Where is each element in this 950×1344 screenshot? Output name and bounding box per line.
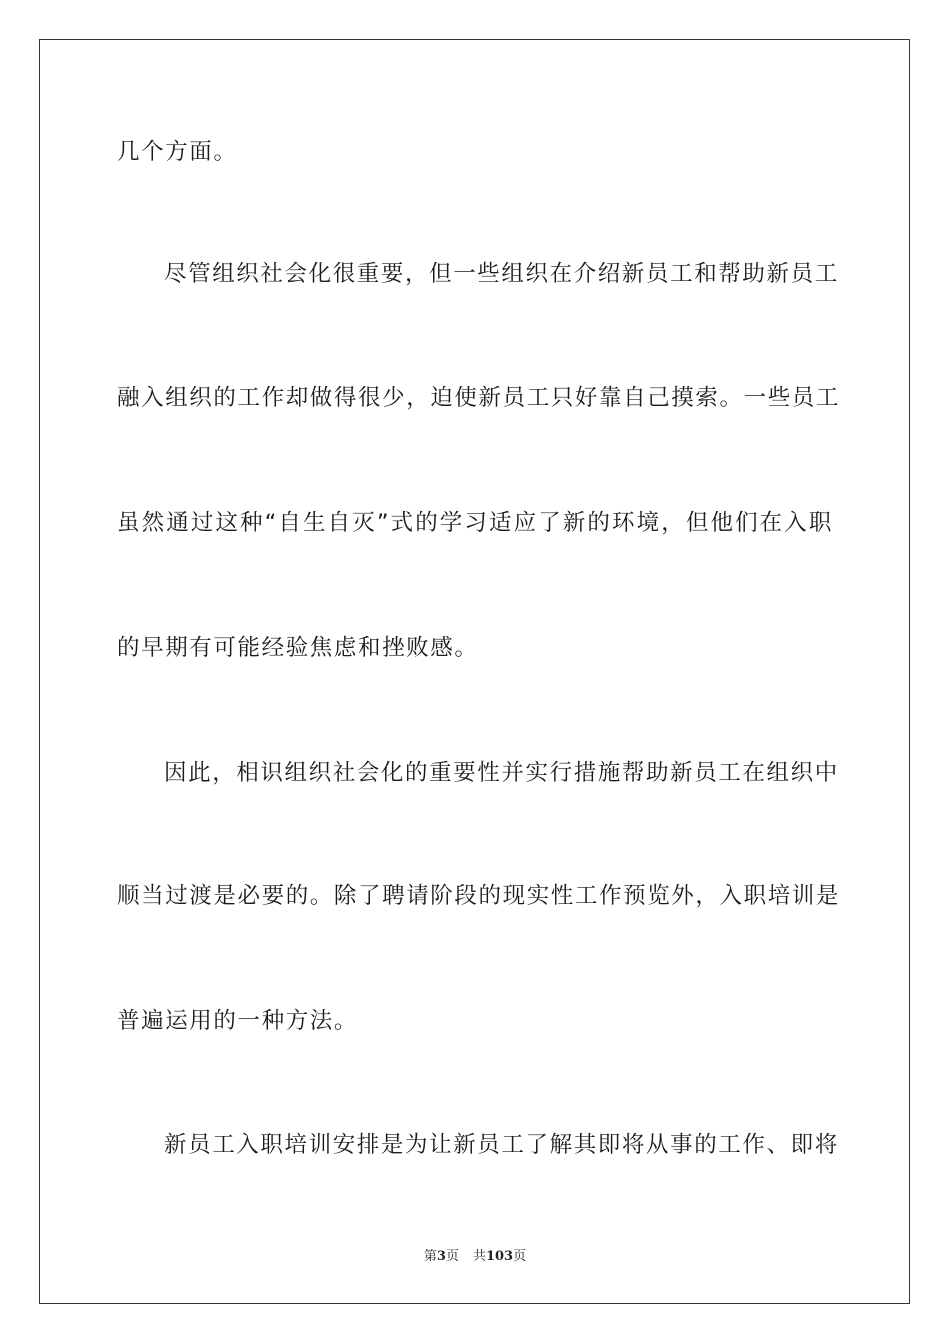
footer-total-prefix: 共 — [472, 1249, 486, 1264]
text-line-6: 因此，相识组织社会化的重要性并实行措施帮助新员工在组织中 — [164, 760, 839, 786]
footer-page-prefix: 第 — [423, 1249, 437, 1264]
text-line-4: 虽然通过这种“自生自灭”式的学习适应了新的环境，但他们在入职 — [117, 510, 833, 536]
footer-total-pages: 103 — [485, 1249, 514, 1264]
footer-total-suffix: 页 — [513, 1249, 527, 1264]
footer-current-page: 3 — [436, 1249, 446, 1264]
text-line-9: 新员工入职培训安排是为让新员工了解其即将从事的工作、即将 — [164, 1132, 839, 1158]
text-line-5: 的早期有可能经验焦虑和挫败感。 — [117, 635, 479, 661]
page-border — [39, 39, 910, 1304]
text-line-1: 几个方面。 — [117, 139, 238, 165]
text-line-7: 顺当过渡是必要的。除了聘请阶段的现实性工作预览外，入职培训是 — [117, 883, 841, 909]
page-footer — [0, 1248, 950, 1266]
footer-page-suffix: 页 — [445, 1249, 459, 1264]
text-line-3: 融入组织的工作却做得很少，迫使新员工只好靠自己摸索。一些员工 — [117, 385, 841, 411]
text-line-8: 普遍运用的一种方法。 — [117, 1008, 359, 1034]
text-line-2: 尽管组织社会化很重要，但一些组织在介绍新员工和帮助新员工 — [164, 261, 839, 287]
